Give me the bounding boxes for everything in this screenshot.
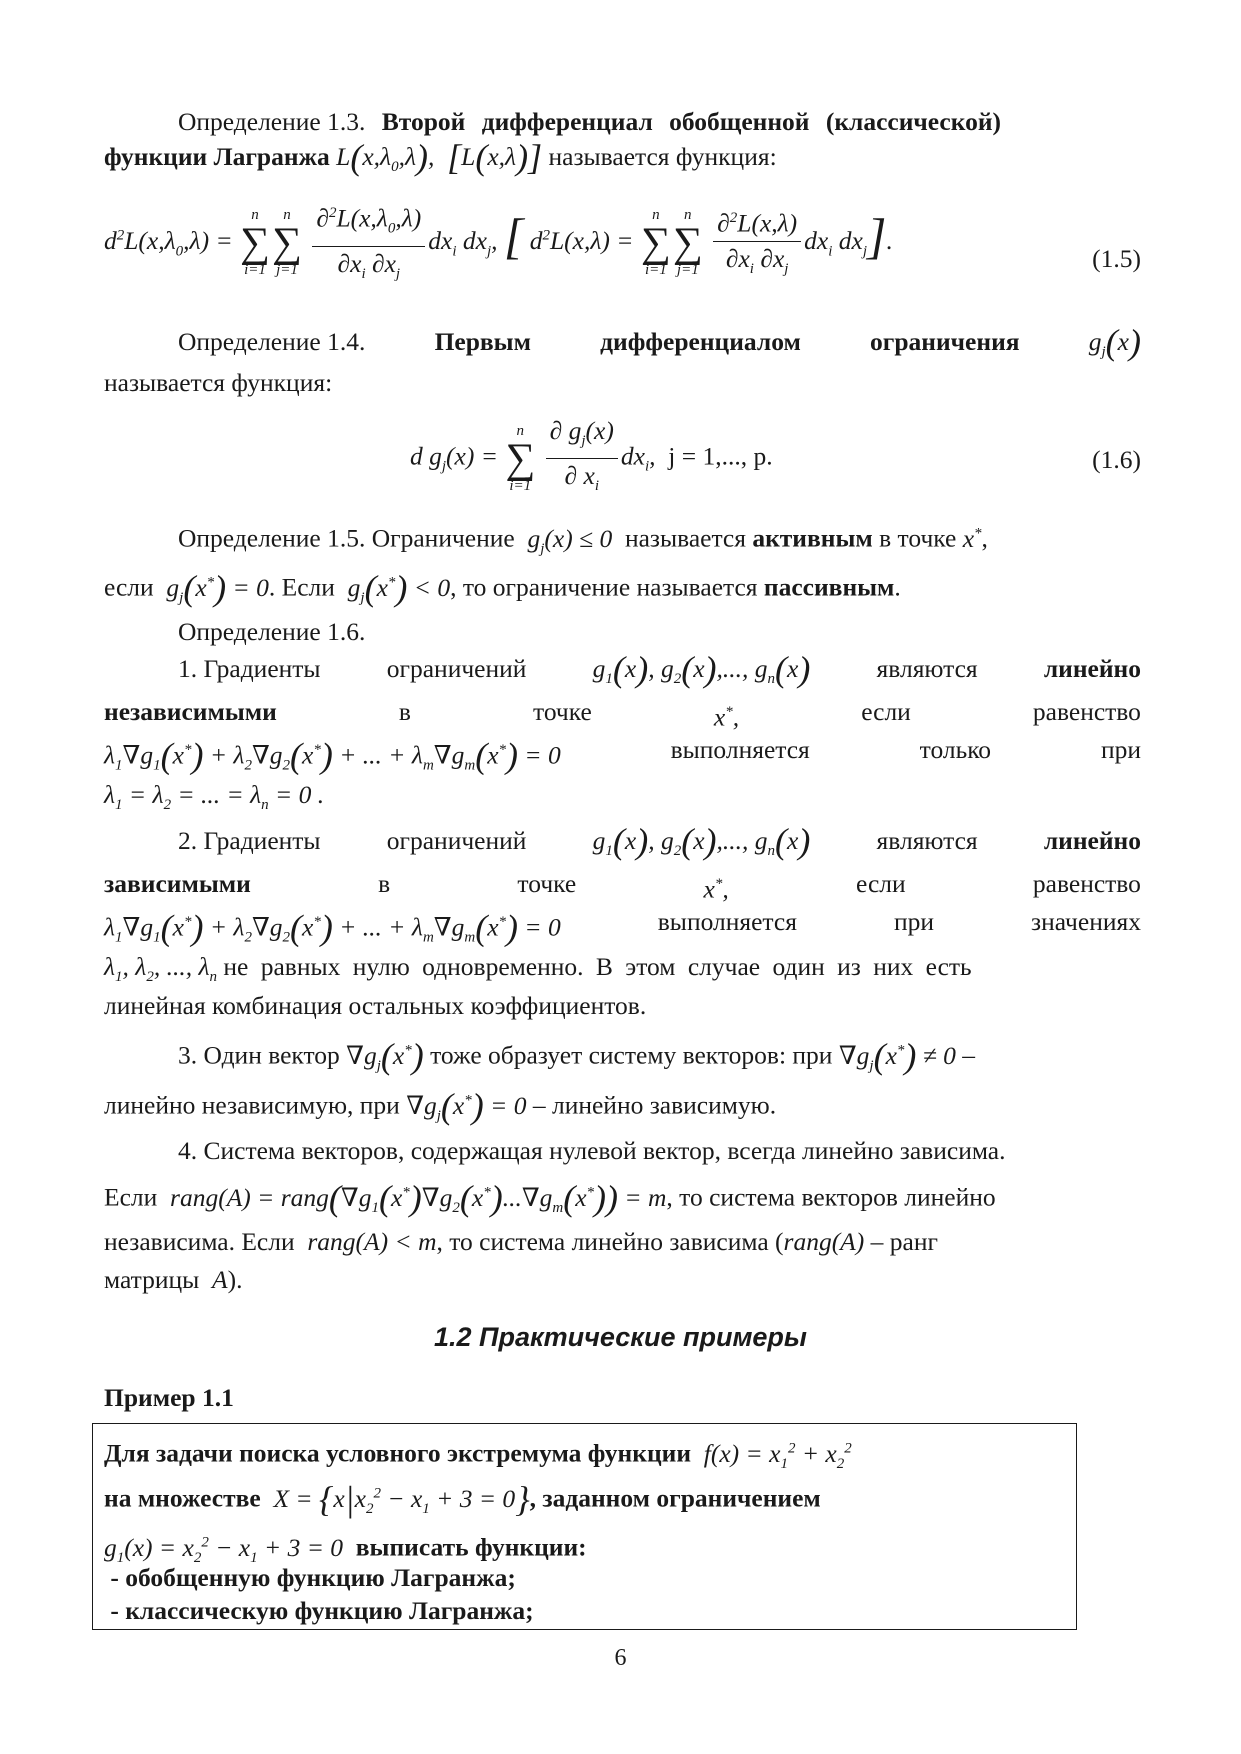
item3-line2: линейно независимую, при $\nabla g_j(x^*) = 0$ – линейно зависимую.: [104, 1085, 777, 1126]
item4-line4: матрицы A).: [104, 1265, 243, 1294]
item1-if: если: [861, 697, 911, 726]
item4-b: Если: [104, 1182, 158, 1212]
def13-tail: называется функция:: [548, 142, 777, 171]
equation-1-6-number: (1.6): [1092, 445, 1141, 474]
equation-1-6-range: j = 1,..., p.: [668, 441, 773, 471]
def13-title-1: Второй дифференциал обобщенной (классической): [381, 107, 1002, 136]
item2-if: если: [855, 869, 906, 898]
item2-when: при: [893, 907, 934, 936]
item3-line1: 3. Один вектор $\nabla g_j(x^*)$ тоже образует систему векторов: при $\nabla g_j(x^*) \ne 0$ –: [178, 1035, 976, 1076]
def15-passive-text: , то ограничение называется: [450, 572, 758, 602]
item1-bold-b: независимыми: [104, 697, 277, 726]
def14-tail: называется функция:: [104, 368, 333, 397]
example-line2b: , заданном ограничением: [529, 1483, 821, 1513]
item2-eq: равенство: [1032, 869, 1141, 898]
def14-line1: [178, 322, 1141, 367]
item2-point: точке: [517, 869, 577, 898]
def15-part2: называется: [624, 523, 746, 553]
item3-d: линейно независимую, при: [104, 1090, 400, 1120]
def15-passive: пассивным: [763, 572, 895, 602]
equation-1-5-number: (1.5): [1092, 244, 1141, 273]
def15-line2: если $g_j(x^*) = 0$. Если $g_j(x^*) < 0$, то ограничение называется пассивным.: [104, 567, 901, 608]
example-label: Пример 1.1: [104, 1383, 234, 1412]
item4-a: 4. Система векторов, содержащая нулевой вектор, всегда линейно зависима.: [178, 1136, 1006, 1165]
item2-lead: 2. Градиенты: [178, 826, 321, 855]
item2-in: в: [378, 869, 391, 898]
item4-h: ).: [227, 1265, 243, 1294]
item1-only: только: [919, 735, 992, 764]
item3-a: 3. Один вектор: [178, 1040, 340, 1070]
item1-bold-a: линейно: [1043, 654, 1141, 683]
item2-word: ограничений: [386, 826, 527, 855]
example-line5: - классическую функцию Лагранжа;: [104, 1596, 534, 1625]
example-line4: - обобщенную функцию Лагранжа;: [104, 1563, 516, 1592]
def16-label: Определение 1.6.: [178, 617, 366, 646]
example-line3: $g_1(x) = x_2^2 - x_1 + 3 = 0$ выписать функции:: [104, 1532, 587, 1566]
def14-word-1: Первым: [434, 327, 531, 356]
item4-line2: Если rang(A) = $rang(\nabla g_1(x^*)\nabla g_2(x^*)...\nabla g_m(x^*)) = m$, то система векторов линейно: [104, 1177, 996, 1218]
item2-are: являются: [876, 826, 978, 855]
item1-line3: $\lambda_1\nabla g_1(x^*) + \lambda_2\nabla g_2(x^*)$ + ... + $\lambda_m\nabla g_m(x^*) = 0$ выполняется только при: [104, 735, 1141, 781]
equation-1-6: d $g_j(x)$ = n ∑ i=1 $\frac{\partial g_j(x)}{\partial x_i}$ $dx_i$, j = 1,..., p.: [410, 416, 773, 495]
def15-if: если: [104, 572, 154, 602]
def13-label: Определение 1.3.: [178, 107, 366, 136]
item1-eq: равенство: [1032, 697, 1141, 726]
def15-part1: Определение 1.5. Ограничение: [178, 523, 515, 553]
constraint-gj: $g_j(x)$: [1088, 322, 1141, 362]
example-line2: на множестве $X = \{x|x_2^2 - x_1 + 3 = 0\}$, заданном ограничением: [104, 1478, 821, 1519]
item2-holds: выполняется: [657, 907, 797, 936]
item1-in: в: [398, 697, 411, 726]
item2-line4: $\lambda_1$, $\lambda_2$, ..., $\lambda_n$ не равных нулю одновременно. В этом случае один из них есть: [104, 952, 972, 986]
def13-line2: [104, 137, 1141, 182]
example-line1-text: Для задачи поиска условного экстремума функции: [104, 1438, 692, 1468]
example-line3-text: выписать функции:: [355, 1532, 587, 1562]
page-number: 6: [614, 1645, 627, 1671]
example-line1: Для задачи поиска условного экстремума функции $f(x) = x_1^2 + x_2^2$: [104, 1438, 852, 1472]
item3-b: тоже образует систему векторов: при: [430, 1040, 833, 1070]
item1-holds: выполняется: [670, 735, 810, 764]
def14-word-3: ограничения: [870, 327, 1020, 356]
item3-c: –: [962, 1040, 976, 1070]
example-line2a: на множестве: [104, 1483, 261, 1513]
def15-active: активным: [752, 523, 873, 553]
lagrange-general-formula: $L(x,\lambda_0,\lambda)$, [L(x,λ)]: [336, 137, 543, 177]
item1-are: являются: [876, 654, 978, 683]
item4-c: , то система векторов линейно: [666, 1182, 996, 1212]
item4-g: матрицы: [104, 1265, 200, 1294]
def13-title-2: функции Лагранжа: [104, 142, 330, 171]
item1-line1: 1. Градиенты ограничений $g_1(x)$, $g_2(x)$,..., $g_n(x)$ являются линейно: [178, 654, 1141, 694]
item2-text-line2: линейная комбинация остальных коэффициентов.: [104, 991, 647, 1020]
item1-line2: независимыми в точке x*, если равенство: [104, 697, 1141, 732]
item3-e: – линейно зависимую.: [532, 1090, 777, 1120]
item2-line1: 2. Градиенты ограничений $g_1(x)$, $g_2(x)$,..., $g_n(x)$ являются линейно: [178, 826, 1141, 866]
item1-point: точке: [533, 697, 592, 726]
item4-f: – ранг: [870, 1227, 938, 1256]
def14-label: Определение 1.4.: [178, 327, 366, 356]
def14-word-2: дифференциалом: [600, 327, 801, 356]
item4-e: , то система линейно зависима (: [436, 1227, 784, 1256]
def13-line1: [178, 107, 1141, 137]
def15-part3: в точке: [879, 523, 957, 553]
item4-line3: независима. Если rang(A) < m, то система линейно зависима (rang(A) – ранг: [104, 1227, 938, 1256]
item1-lead: 1. Градиенты: [178, 654, 321, 683]
def15-dot: .: [894, 572, 901, 602]
item4-d: независима. Если: [104, 1227, 295, 1256]
section-heading: 1.2 Практические примеры: [434, 1322, 807, 1352]
item2-line2: зависимыми в точке x*, если равенство: [104, 869, 1141, 904]
equation-1-5: $d^2L(x,\lambda_0,\lambda)$ = n ∑ i=1 n ∑ j=1 $\frac{\partial^2L(x,\lambda_0,\lambda)}{\partial x_i \partial x_j}$ $dx_i$ $dx_j$, [ $d^2L(x,\lambda)$ = n ∑ i=1 n ∑ j=1 $\frac{\partial^2L(x,\lambda)}{\partial x_i \partial x_j}$ $dx_i$ $dx_j$].: [104, 198, 1141, 289]
item1-word: ограничений: [386, 654, 527, 683]
item2-text-line: не равных нулю одновременно. В этом случае один из них есть: [223, 952, 972, 981]
item1-line4: $\lambda_1 = \lambda_2$ = ... = $\lambda_n = 0$ .: [104, 780, 325, 814]
item1-when: при: [1100, 735, 1141, 764]
item2-values: значениях: [1031, 907, 1141, 936]
item2-bold-a: линейно: [1043, 826, 1141, 855]
item2-line3: $\lambda_1\nabla g_1(x^*) + \lambda_2\nabla g_2(x^*)$ + ... + $\lambda_m\nabla g_m(x^*) = 0$ выполняется при значениях: [104, 907, 1141, 953]
def15-line1: Определение 1.5. Ограничение $g_j(x) \le 0$ называется активным в точке x*,: [178, 523, 988, 557]
def15-else: . Если: [268, 572, 335, 602]
item2-bold-b: зависимыми: [104, 869, 251, 898]
